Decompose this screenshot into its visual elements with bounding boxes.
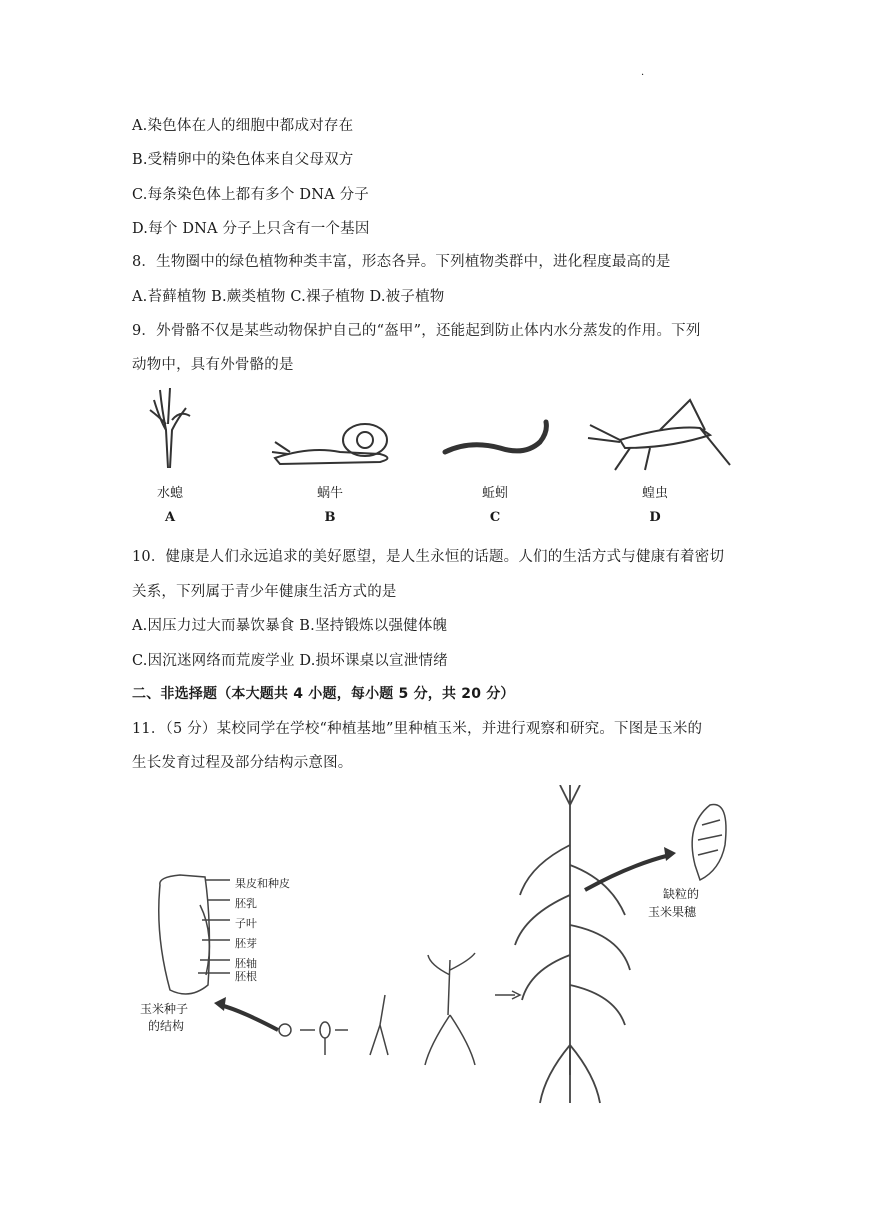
seed-part-1: 胚乳 xyxy=(235,897,257,910)
seed-part-5: 胚根 xyxy=(235,970,257,983)
corn-seed-drawing xyxy=(159,875,230,994)
animal-letter-c: C xyxy=(489,510,501,525)
option-7d: D.每个 DNA 分子上只含有一个基因 xyxy=(132,221,370,237)
question-8: 8．生物圈中的绿色植物种类丰富，形态各异。下列植物类群中，进化程度最高的是 xyxy=(132,254,671,270)
hydra-drawing xyxy=(150,388,190,468)
animal-name-a: 水螅 xyxy=(156,486,183,501)
ear-label-1: 缺粒的 xyxy=(663,887,700,901)
question-10-options-cd: C.因沉迷网络而荒废学业 D.损坏课桌以宣泄情绪 xyxy=(132,653,448,669)
option-7b: B.受精卵中的染色体来自父母双方 xyxy=(132,152,354,168)
question-10-line2: 关系，下列属于青少年健康生活方式的是 xyxy=(132,584,397,600)
seed-part-3: 胚芽 xyxy=(235,937,257,950)
question-10-options-ab: A.因压力过大而暴饮暴食 B.坚持锻炼以强健体魄 xyxy=(132,618,448,634)
animal-name-d: 蝗虫 xyxy=(641,486,668,501)
grasshopper-drawing xyxy=(588,400,730,470)
animal-letter-b: B xyxy=(324,510,336,525)
question-9-line1: 9．外骨骼不仅是某些动物保护自己的“盔甲”，还能起到防止体内水分蒸发的作用。下列 xyxy=(132,323,701,339)
option-7c: C.每条染色体上都有多个 DNA 分子 xyxy=(132,187,369,203)
question-10-line1: 10．健康是人们永远追求的美好愿望，是人生永恒的话题。人们的生活方式与健康有着密切 xyxy=(132,549,725,565)
animal-letter-d: D xyxy=(649,510,661,525)
option-7a: A.染色体在人的细胞中都成对存在 xyxy=(132,118,354,134)
question-9-line2: 动物中，具有外骨骼的是 xyxy=(132,357,294,373)
section-2-heading: 二、非选择题（本大题共 4 小题，每小题 5 分，共 20 分） xyxy=(132,686,515,702)
corn-plant-drawing xyxy=(515,785,630,1103)
snail-drawing xyxy=(272,424,388,464)
earthworm-drawing xyxy=(445,422,546,452)
corn-ear-drawing xyxy=(692,805,726,881)
animal-name-b: 蜗牛 xyxy=(316,486,343,501)
question-8-options: A.苔藓植物 B.蕨类植物 C.裸子植物 D.被子植物 xyxy=(132,289,445,305)
seed-title-2: 的结构 xyxy=(148,1019,185,1033)
seed-part-2: 子叶 xyxy=(235,917,257,930)
ear-label-2: 玉米果穗 xyxy=(648,905,697,919)
seed-title-1: 玉米种子 xyxy=(140,1002,189,1016)
seed-part-0: 果皮和种皮 xyxy=(235,877,290,890)
question-11-line2: 生长发育过程及部分结构示意图。 xyxy=(132,755,353,771)
animal-letter-a: A xyxy=(164,510,176,525)
question-11-line1: 11．（5 分）某校同学在学校“种植基地”里种植玉米，并进行观察和研究。下图是玉米的 xyxy=(132,721,703,737)
header-dot: · xyxy=(641,70,645,81)
corn-growth-figure xyxy=(130,785,740,1105)
seed-part-4: 胚轴 xyxy=(235,957,257,970)
animal-name-c: 蚯蚓 xyxy=(481,486,508,501)
animals-figure xyxy=(130,380,750,480)
